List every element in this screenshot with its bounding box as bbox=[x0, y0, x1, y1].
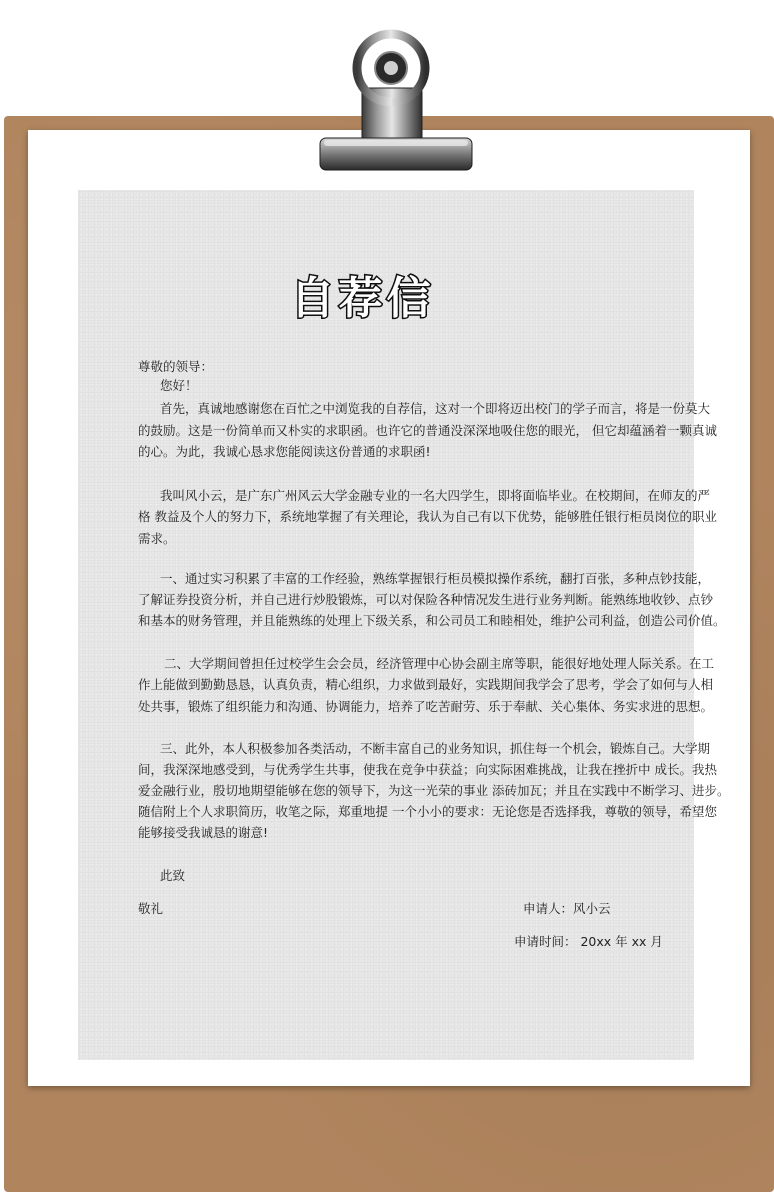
para5-line4: 随信附上个人求职简历，收笔之际，郑重地提 一个小小的要求：无论您是否选择我，尊敬的领导，希望您 bbox=[138, 804, 717, 819]
closing-jingli: 敬礼 bbox=[138, 901, 164, 916]
para4-line3: 处共事，锻炼了组织能力和沟通、协调能力，培养了吃苦耐劳、乐于奉献、关心集体、务实求进的思想。 bbox=[138, 699, 714, 714]
applicant-name: 申请人：风小云 bbox=[523, 901, 611, 916]
para1-line3: 的心。为此，我诚心恳求您能阅读这份普通的求职函! bbox=[138, 444, 431, 459]
para2-line1: 我叫风小云，是广东广州风云大学金融专业的一名大四学生，即将面临毕业。在校期间，在师友的严 bbox=[160, 488, 711, 503]
para5-line3: 爱金融行业，殷切地期望能够在您的领导下，为这一光荣的事业 添砖加瓦；并且在实践中不断学习、进步。 bbox=[138, 783, 730, 798]
letter-title: 自荐信 bbox=[290, 273, 435, 324]
para2-line3: 需求。 bbox=[138, 531, 176, 546]
para4-line1: 二、大学期间曾担任过校学生会会员，经济管理中心协会副主席等职，能很好地处理人际关系。在工 bbox=[164, 656, 715, 671]
closing-cizhi: 此致 bbox=[160, 868, 186, 883]
para5-line1: 三、此外，本人积极参加各类活动，不断丰富自己的业务知识，抓住每一个机会，锻炼自己。大学期 bbox=[160, 741, 711, 756]
para1-line1: 首先，真诚地感谢您在百忙之中浏览我的自荐信，这对一个即将迈出校门的学子而言，将是一份莫大 bbox=[160, 401, 711, 416]
para2-line2: 格 教益及个人的努力下，系统地掌握了有关理论，我认为自己有以下优势，能够胜任银行柜员岗位的职业 bbox=[138, 509, 717, 524]
para1-line2: 的鼓励。这是一份简单而又朴实的求职函。也许它的普通没深深地吸住您的眼光， 但它却蕴涵着一颗真诚 bbox=[138, 423, 717, 438]
para3-line2: 了解证券投资分析，并自己进行炒股锻炼，可以对保险各种情况发生进行业务判断。能熟练地收钞、点钞 bbox=[138, 592, 714, 607]
para3-line1: 一、通过实习积累了丰富的工作经验，熟练掌握银行柜员模拟操作系统，翻打百张，多种点钞技能， bbox=[160, 571, 711, 586]
salutation: 尊敬的领导： bbox=[138, 359, 214, 374]
greeting: 您好！ bbox=[160, 378, 198, 393]
para3-line3: 和基本的财务管理，并且能熟练的处理上下级关系，和公司员工和睦相处，维护公司利益，创造公司价值。 bbox=[138, 613, 726, 628]
para4-line2: 作上能做到勤勤恳恳，认真负责，精心组织，力求做到最好，实践期间我学会了思考，学会了如何与人相 bbox=[138, 677, 714, 692]
binder-clip-icon bbox=[300, 26, 480, 176]
para5-line5: 能够接受我诚恳的谢意! bbox=[138, 825, 269, 840]
application-date: 申请时间： 20xx 年 xx 月 bbox=[514, 934, 663, 949]
para5-line2: 间，我深深地感受到，与优秀学生共事，使我在竞争中获益；向实际困难挑战，让我在挫折中 成长。我热 bbox=[138, 762, 717, 777]
